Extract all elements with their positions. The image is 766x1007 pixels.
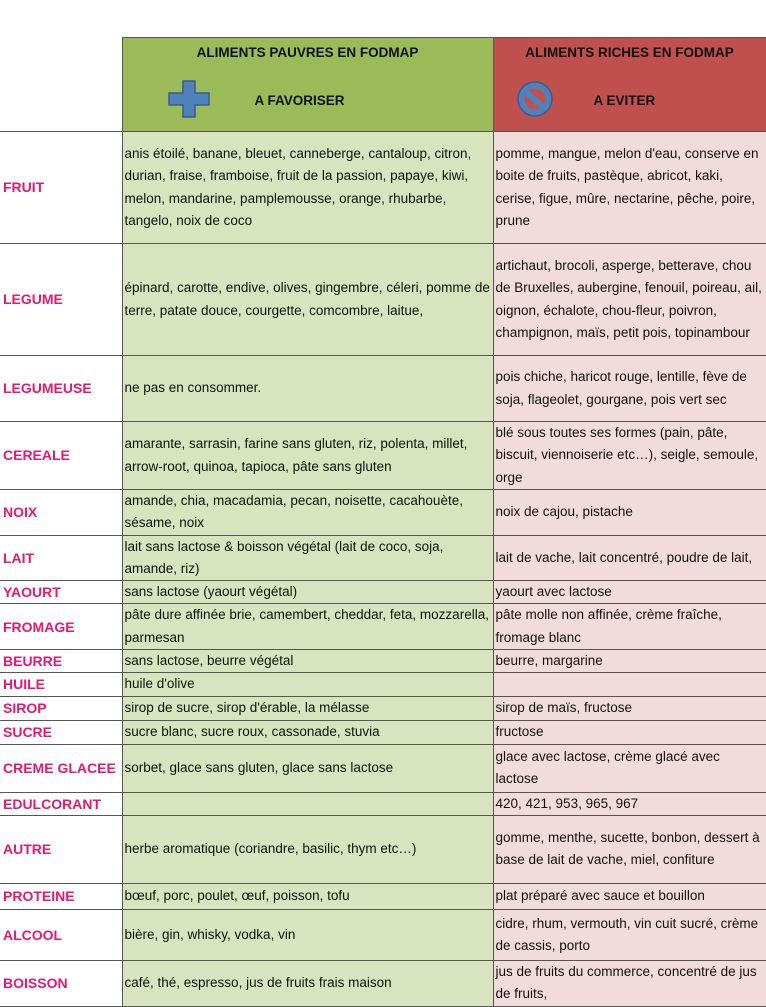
header-low-subtitle: A FAVORISER <box>254 93 345 108</box>
category-label: CEREALE <box>0 422 122 490</box>
low-fodmap-cell: pâte dure affinée brie, camembert, cheddar, feta, mozzarella, parmesan <box>122 604 493 650</box>
table-row <box>0 422 766 490</box>
table-row <box>0 604 766 650</box>
table-row <box>0 244 766 356</box>
category-label: FRUIT <box>0 132 122 244</box>
plus-icon <box>168 80 210 118</box>
category-label: HUILE <box>0 673 122 696</box>
high-fodmap-cell: pâte molle non affinée, crème fraîche, fromage blanc <box>493 604 766 650</box>
low-fodmap-cell: anis étoilé, banane, bleuet, canneberge, cantaloup, citron, durian, fraise, framboise, fruit de la passion, papaye, kiwi, melon, mandarine, pamplemousse, orange, rhubarbe, tangelo, noix de coco <box>122 132 493 244</box>
category-label: ALCOOL <box>0 909 122 960</box>
category-label: FROMAGE <box>0 604 122 650</box>
category-label: LEGUMEUSE <box>0 356 122 422</box>
low-fodmap-cell <box>122 792 493 815</box>
table-row <box>0 696 766 720</box>
low-fodmap-cell: herbe aromatique (coriandre, basilic, thym etc…) <box>122 815 493 883</box>
category-label: AUTRE <box>0 815 122 883</box>
low-fodmap-cell: sorbet, glace sans gluten, glace sans lactose <box>122 744 493 792</box>
high-fodmap-cell: jus de fruits du commerce, concentré de jus de fruits, <box>493 960 766 1006</box>
fodmap-table <box>0 37 766 1007</box>
high-fodmap-cell: artichaut, brocoli, asperge, betterave, chou de Bruxelles, aubergine, fenouil, poireau, ail, oignon, échalote, chou-fleur, poivron, champignon, maïs, petit pois, topinambour <box>493 244 766 356</box>
low-fodmap-cell: amarante, sarrasin, farine sans gluten, riz, polenta, millet, arrow-root, quinoa, tapioca, pâte sans gluten <box>122 422 493 490</box>
high-fodmap-cell: blé sous toutes ses formes (pain, pâte, biscuit, viennoiserie etc…), seigle, semoule, orge <box>493 422 766 490</box>
high-fodmap-cell: pomme, mangue, melon d'eau, conserve en boite de fruits, pastèque, abricot, kaki, cerise, figue, mûre, nectarine, pêche, poire, prune <box>493 132 766 244</box>
category-label: EDULCORANT <box>0 792 122 815</box>
low-fodmap-cell: ne pas en consommer. <box>122 356 493 422</box>
table-row <box>0 909 766 960</box>
low-fodmap-cell: bière, gin, whisky, vodka, vin <box>122 909 493 960</box>
table-row <box>0 744 766 792</box>
header-high-fodmap <box>493 38 766 132</box>
low-fodmap-cell: épinard, carotte, endive, olives, gingembre, céleri, pomme de terre, patate douce, courgette, comcombre, laitue, <box>122 244 493 356</box>
category-label: LEGUME <box>0 244 122 356</box>
high-fodmap-cell: plat préparé avec sauce et bouillon <box>493 883 766 909</box>
table-row <box>0 673 766 696</box>
table-row <box>0 720 766 744</box>
table-row <box>0 792 766 815</box>
prohibited-icon <box>514 80 556 118</box>
header-high-subtitle: A EVITER <box>593 93 656 108</box>
high-fodmap-cell: yaourt avec lactose <box>493 581 766 604</box>
table-row <box>0 132 766 244</box>
category-label: CREME GLACEE <box>0 744 122 792</box>
table-row <box>0 356 766 422</box>
high-fodmap-cell <box>493 673 766 696</box>
category-label: SIROP <box>0 696 122 720</box>
low-fodmap-cell: sans lactose (yaourt végétal) <box>122 581 493 604</box>
category-label: YAOURT <box>0 581 122 604</box>
table-row <box>0 815 766 883</box>
low-fodmap-cell: bœuf, porc, poulet, œuf, poisson, tofu <box>122 883 493 909</box>
high-fodmap-cell: glace avec lactose, crème glacé avec lactose <box>493 744 766 792</box>
table-row <box>0 535 766 581</box>
table-row <box>0 883 766 909</box>
high-fodmap-cell: fructose <box>493 720 766 744</box>
high-fodmap-cell: sirop de maïs, fructose <box>493 696 766 720</box>
high-fodmap-cell: 420, 421, 953, 965, 967 <box>493 792 766 815</box>
category-label: LAIT <box>0 535 122 581</box>
category-label: BEURRE <box>0 650 122 673</box>
high-fodmap-cell: noix de cajou, pistache <box>493 490 766 536</box>
table-row <box>0 650 766 673</box>
table-row <box>0 581 766 604</box>
low-fodmap-cell: huile d'olive <box>122 673 493 696</box>
table-row <box>0 960 766 1006</box>
category-label: BOISSON <box>0 960 122 1006</box>
category-label: NOIX <box>0 490 122 536</box>
low-fodmap-cell: sucre blanc, sucre roux, cassonade, stuvia <box>122 720 493 744</box>
header-high-title: ALIMENTS RICHES EN FODMAP <box>525 45 734 60</box>
corner-cell <box>0 38 122 132</box>
header-low-fodmap <box>122 38 493 132</box>
high-fodmap-cell: gomme, menthe, sucette, bonbon, dessert à base de lait de vache, miel, confiture <box>493 815 766 883</box>
header-row <box>0 38 766 132</box>
header-low-title: ALIMENTS PAUVRES EN FODMAP <box>196 45 419 60</box>
low-fodmap-cell: café, thé, espresso, jus de fruits frais maison <box>122 960 493 1006</box>
category-label: PROTEINE <box>0 883 122 909</box>
category-label: SUCRE <box>0 720 122 744</box>
low-fodmap-cell: sirop de sucre, sirop d'érable, la mélasse <box>122 696 493 720</box>
low-fodmap-cell: lait sans lactose & boisson végétal (lait de coco, soja, amande, riz) <box>122 535 493 581</box>
high-fodmap-cell: pois chiche, haricot rouge, lentille, fève de soja, flageolet, gourgane, pois vert sec <box>493 356 766 422</box>
low-fodmap-cell: amande, chia, macadamia, pecan, noisette, cacahouète, sésame, noix <box>122 490 493 536</box>
table-row <box>0 490 766 536</box>
low-fodmap-cell: sans lactose, beurre végétal <box>122 650 493 673</box>
high-fodmap-cell: cidre, rhum, vermouth, vin cuit sucré, crème de cassis, porto <box>493 909 766 960</box>
high-fodmap-cell: lait de vache, lait concentré, poudre de lait, <box>493 535 766 581</box>
high-fodmap-cell: beurre, margarine <box>493 650 766 673</box>
